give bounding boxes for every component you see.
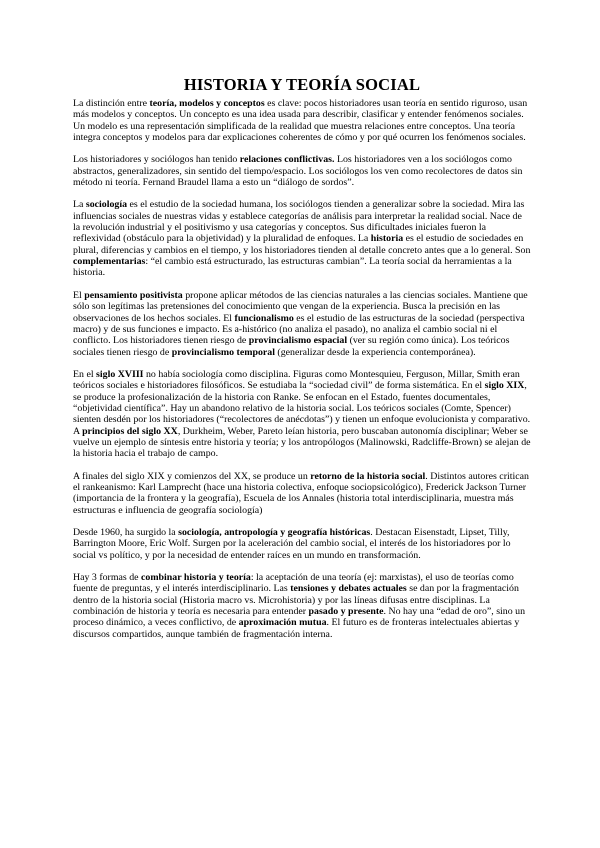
- paragraph: [73, 154, 531, 188]
- bold-term: relaciones conflictivas.: [239, 154, 335, 166]
- bold-term: retorno de la historia social: [310, 470, 426, 482]
- bold-term: provincialismo espacial: [248, 335, 348, 347]
- text-run: no había sociología como disciplina. Figuras como Montesquieu, Ferguson, Millar, Smith eran teóricos sociales e historiadores filosóficos. Se estudiaba la “sociedad civil” de forma sistemática. En el: [73, 368, 520, 392]
- text-run: : “el cambio está estructurado, las estructuras cambian”. La teoría social da herramientas a la historia.: [73, 256, 512, 279]
- paragraph: [73, 98, 531, 143]
- bold-term: combinar historia y teoría: [141, 572, 251, 584]
- bold-term: sociología: [85, 199, 128, 211]
- text-run: se dan por la fragmentación dentro de la historia social (Historia macro vs. Microhistoria) y por las líneas difusas entre disciplinas. La combinación de historia y teoría es necesaria para entender: [73, 583, 519, 618]
- bold-term: principios del siglo XX: [82, 425, 178, 437]
- bold-term: historia: [370, 233, 404, 245]
- text-run: es el estudio de sociedades en plural, diferencias y cambios en el tiempo, y los historiadores tienden al detalle concreto antes que a lo general. Son: [73, 233, 531, 256]
- text-run: : la aceptación de una teoría (ej: marxistas), el uso de teorías como fuente de preguntas, y el interés interdisciplinario. Las: [73, 572, 514, 595]
- text-run: , se produce la profesionalización de la historia con Ranke. Se enfocan en el Estado, fuentes documentales, “objetividad científica”. Hay un abandono relativo de la historia social. Los teóricos sociales (Comte, Spencer) sienten desdén por los historiadores (“recolectores de anécdotas”) y tienen un enfoque evolucionista y comparativo. A: [73, 380, 531, 437]
- text-run: es clave: pocos historiadores usan teoría en sentido riguroso, usan más modelos y conceptos. Un concepto es una idea usada para describir, clasificar y entender fenómenos sociales. Un modelo es una representación simplificada de la realidad que muestra relaciones entre conceptos. Una teoría integra conceptos y modelos para dar explicaciones coherentes de cómo y por qué ocurren los fenómenos sociales.: [73, 98, 528, 144]
- text-run: La: [73, 199, 86, 211]
- text-run: es el estudio de las estructuras de la sociedad (perspectiva macro) y de sus funciones e impacto. Es a-histórico (no analiza el pasado), no analiza el cambio social ni el conflicto. Los historiadores tienen riesgo de: [73, 312, 525, 347]
- bold-term: funcionalismo: [234, 312, 294, 324]
- bold-term: siglo XVIII: [96, 368, 144, 380]
- text-run: , Durkheim, Weber, Pareto leían historia, pero buscaban autonomía disciplinar; Weber se vuelve un ejemplo de síntesis entre historia y teoría; y los antropólogos (Malinowski, Radcliffe-Brown) se alejan de la historia hacia el trabajo de campo.: [73, 425, 531, 460]
- bold-term: siglo XIX: [484, 380, 525, 392]
- paragraph: [73, 369, 531, 460]
- text-run: (ver su región como única). Los teóricos sociales tienen riesgo de: [73, 335, 510, 358]
- bold-term: sociología, antropología y geografía históricas: [178, 527, 371, 538]
- paragraph: [73, 527, 531, 561]
- document-title: HISTORIA Y TEORÍA SOCIAL: [183, 75, 421, 94]
- bold-term: pasado y presente: [308, 606, 384, 618]
- bold-term: aproximación mutua: [238, 617, 327, 629]
- text-run: . Destacan Eisenstadt, Lipset, Tilly, Barrington Moore, Eric Wolf. Surgen por la aceleración del cambio social, el interés de los historiadores por lo social vs político, y por la necesidad de entender raíces en un mundo en transformación.: [73, 527, 511, 561]
- paragraph: [73, 199, 531, 278]
- document-body: [73, 98, 531, 640]
- text-run: Hay 3 formas de: [73, 572, 142, 584]
- bold-term: teoría, modelos y conceptos: [149, 98, 265, 109]
- text-run: . Distintos autores critican el rankeanismo: Karl Lamprecht (hace una historia colectiva, enfoque sociopsicológico), Frederick Jackson Turner (importancia de la frontera y la geografía), Escuela de los Annales (historia total interdisciplinaria, muestra más estructuras e influencia de geografía sociología): [73, 470, 529, 516]
- text-run: . El futuro es de fronteras intelectuales abiertas y discursos compartidos, aunque también de fragmentación interna.: [73, 617, 520, 640]
- text-run: Desde 1960, ha surgido la: [73, 527, 179, 538]
- bold-term: tensiones y debates actuales: [290, 583, 407, 595]
- bold-term: complementarias: [73, 256, 146, 268]
- text-run: . No hay una “edad de oro”, sino un proceso dinámico, a veces conflictivo, de: [73, 606, 526, 629]
- text-run: La distinción entre: [73, 98, 150, 109]
- bold-term: provincialismo temporal: [171, 346, 275, 358]
- document-page: [73, 76, 531, 651]
- text-run: (generalizar desde la experiencia contemporánea).: [274, 346, 476, 358]
- text-run: En el: [73, 368, 97, 380]
- paragraph: [73, 572, 531, 640]
- text-run: El: [73, 289, 85, 301]
- paragraph: [73, 471, 531, 516]
- paragraph: [73, 290, 531, 358]
- text-run: propone aplicar métodos de las ciencias naturales a las ciencias sociales. Mantiene que sólo son legítimas las pretensiones del conocimiento que vengan de la experiencia. Busca la precisión en las observaciones de los hechos sociales. El: [73, 289, 528, 324]
- text-run: Los historiadores y sociólogos han tenido: [73, 154, 240, 166]
- text-run: A finales del siglo XIX y comienzos del XX, se produce un: [73, 470, 311, 482]
- text-run: Los historiadores ven a los sociólogos como abstractos, generalizadores, sin sentido del tiempo/espacio. Los sociólogos los ven como recolectores de datos sin método ni teoría. Fernand Braudel llama a esto un “diálogo de sordos”.: [73, 154, 523, 189]
- bold-term: pensamiento positivista: [84, 289, 183, 301]
- text-run: es el estudio de la sociedad humana, los sociólogos tienden a generalizar sobre la sociedad. Mira las influencias sociales de nuestras vidas y establece categorías de análisis para interpretar la realidad social. Nace de la revolución industrial y el positivismo y usa categorías y conceptos. Sus dificultades iniciales fueron la reflexividad (obstáculo para la objetividad) y la pluralidad de enfoques. La: [73, 199, 525, 245]
